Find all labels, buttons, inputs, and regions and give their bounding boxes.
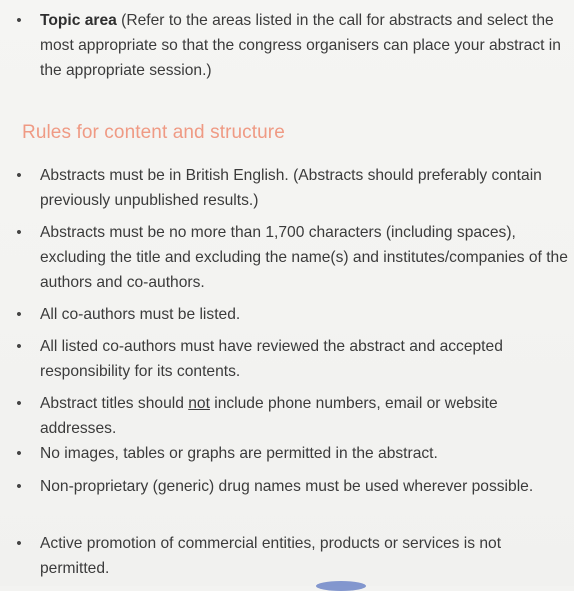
decorative-edge-mark [316, 581, 366, 591]
topic-area-label: Topic area [40, 12, 117, 29]
rule-item-no-promotion [16, 531, 570, 581]
topic-area-text: (Refer to the areas listed in the call for abstracts and select the most appropriate so that the congress organisers can place your abstract in the appropriate session.) [40, 12, 561, 79]
bullet: • [16, 12, 22, 29]
bullet: • [16, 306, 22, 323]
rule-text-post: include phone numbers, email or website addresses. [40, 395, 498, 437]
list-item-topic-area [16, 8, 570, 83]
bullet: • [16, 224, 22, 241]
bullet: • [16, 395, 22, 412]
rule-item-co-authors-listed [16, 302, 570, 327]
bullet: • [16, 478, 22, 495]
rule-item-british-english [16, 163, 570, 213]
rule-text: No images, tables or graphs are permitted in the abstract. [40, 445, 438, 462]
rule-text-pre: Abstract titles should [40, 395, 189, 412]
rule-text: Abstracts must be in British English. (Abstracts should preferably contain previously unpublished results.) [40, 167, 542, 209]
rule-item-co-authors-reviewed [16, 334, 570, 384]
bullet: • [16, 535, 22, 552]
rule-text: Active promotion of commercial entities, products or services is not permitted. [40, 535, 502, 577]
rule-text-emphasis: not [188, 395, 210, 412]
rule-text: All listed co-authors must have reviewed the abstract and accepted responsibility for its contents. [40, 338, 503, 380]
bullet: • [16, 167, 22, 184]
rule-item-character-limit [16, 220, 570, 295]
bullet: • [16, 445, 22, 462]
rule-text: All co-authors must be listed. [40, 306, 241, 323]
section-heading: Rules for content and structure [22, 122, 285, 143]
rule-item-no-images [16, 441, 570, 466]
rule-text: Abstracts must be no more than 1,700 characters (including spaces), excluding the title and excluding the name(s) and institutes/companies of the authors and co-authors. [40, 224, 568, 291]
rule-item-abstract-titles [16, 391, 570, 441]
rule-text: Non-proprietary (generic) drug names must be used wherever possible. [40, 478, 534, 495]
rule-item-generic-drug-names [16, 474, 570, 499]
bullet: • [16, 338, 22, 355]
